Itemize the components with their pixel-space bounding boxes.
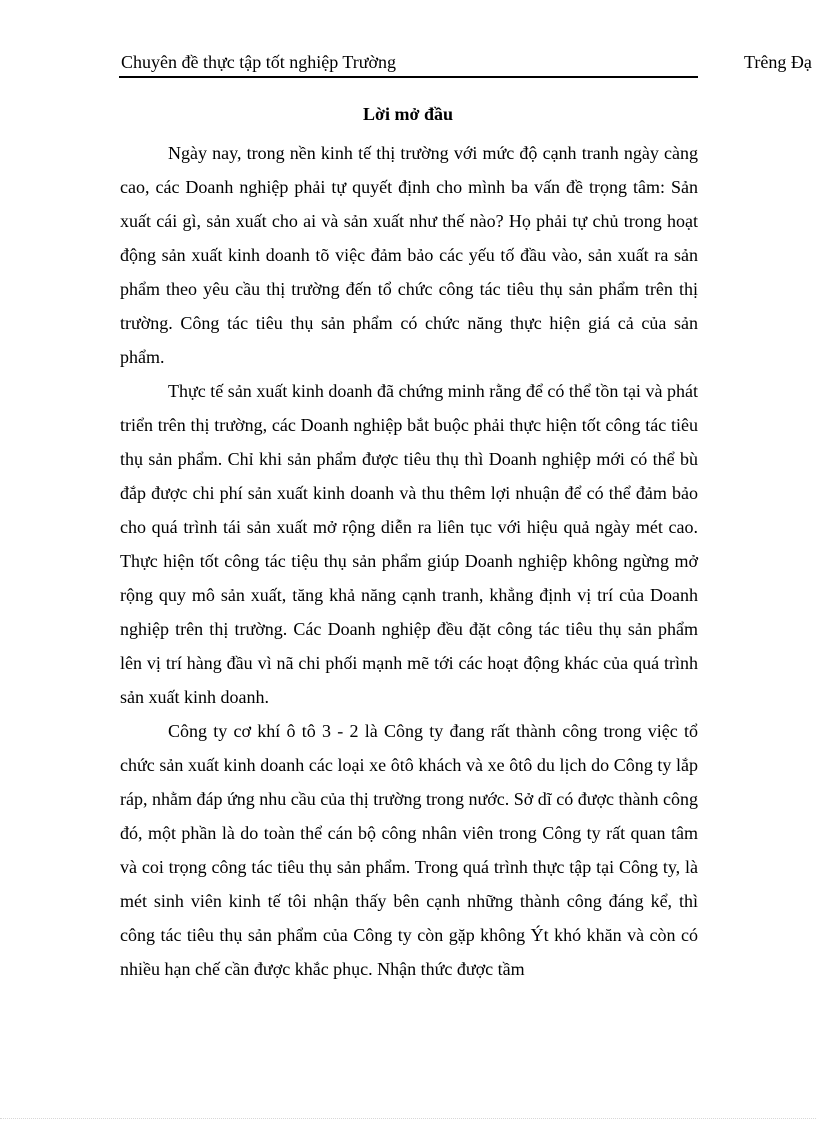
paragraph-1: Ngày nay, trong nền kinh tế thị trường với mức độ cạnh tranh ngày càng cao, các Doanh nghiệp phải tự quyết định cho mình ba vấn đề trọng tâm: Sản xuất cái gì, sản xuất cho ai và sản xuất như thế nào? Họ phải tự chủ trong hoạt động sản xuất kinh doanh tõ việc đảm bảo các yếu tố đầu vào, sản xuất ra sản phẩm theo yêu cầu thị trường đến tổ chức công tác tiêu thụ sản phẩm trên thị trường. Công tác tiêu thụ sản phẩm có chức năng thực hiện giá cả của sản phẩm. <box>120 143 698 367</box>
document-body <box>120 136 698 986</box>
paragraph-3: Công ty cơ khí ô tô 3 - 2 là Công ty đang rất thành công trong việc tổ chức sản xuất kinh doanh các loại xe ôtô khách và xe ôtô du lịch do Công ty lắp ráp, nhằm đáp ứng nhu cầu của thị trường trong nước. Sở dĩ có được thành công đó, một phần là do toàn thể cán bộ công nhân viên trong Công ty rất quan tâm và coi trọng công tác tiêu thụ sản phẩm. Trong quá trình thực tập tại Công ty, là mét sinh viên kinh tế tôi nhận thấy bên cạnh những thành công đáng kể, thì công tác tiêu thụ sản phẩm của Công ty còn gặp không Ýt khó khăn và còn có nhiều hạn chế cần được khắc phục. Nhận thức được tầm <box>120 721 698 979</box>
header-divider <box>119 76 698 78</box>
header-right-text: Trêng Đạ <box>744 52 812 72</box>
paragraph-2: Thực tế sản xuất kinh doanh đã chứng minh rằng để có thể tồn tại và phát triển trên thị trường, các Doanh nghiệp bắt buộc phải thực hiện tốt công tác tiêu thụ sản phẩm. Chỉ khi sản phẩm được tiêu thụ thì Doanh nghiệp mới có thể bù đắp được chi phí sản xuất kinh doanh và thu thêm lợi nhuận để có thể đảm bảo cho quá trình tái sản xuất mở rộng diễn ra liên tục với hiệu quả ngày mét cao. Thực hiện tốt công tác tiệu thụ sản phẩm giúp Doanh nghiệp không ngừng mở rộng quy mô sản xuất, tăng khả năng cạnh tranh, khẳng định vị trí của Doanh nghiệp trên thị trường. Các Doanh nghiệp đều đặt công tác tiêu thụ sản phẩm lên vị trí hàng đầu vì nã chi phối mạnh mẽ tới các hoạt động khác của quá trình sản xuất kinh doanh. <box>120 381 698 707</box>
footer-dotted-line <box>0 1118 816 1119</box>
document-title: Lời mở đầu <box>363 104 453 124</box>
header-left-text: Chuyên đề thực tập tốt nghiệp Trường <box>121 52 397 72</box>
